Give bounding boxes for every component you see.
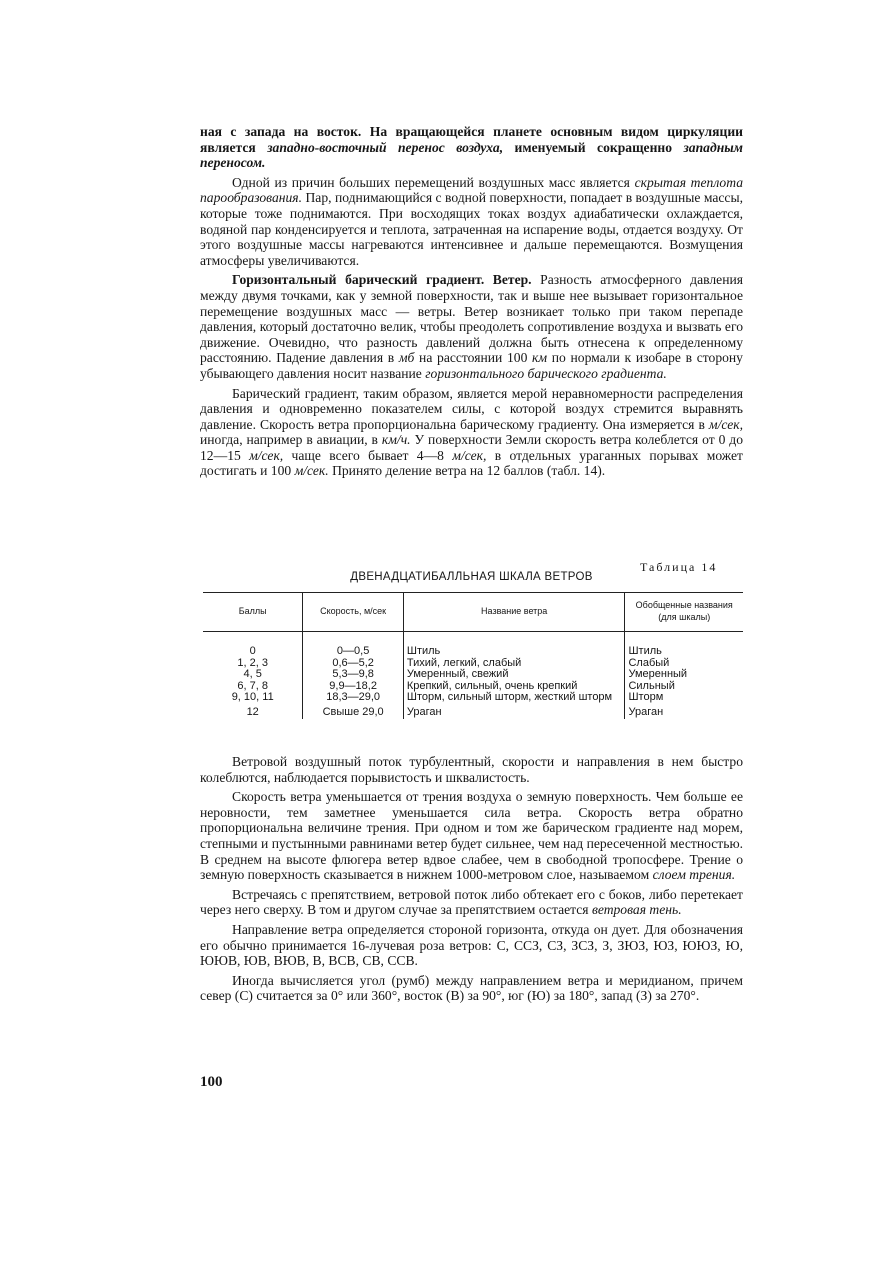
table-row [203,704,743,719]
cell-speed: 0,6—5,2 [303,658,404,670]
p7-start: Встречаясь с препятствием, ветровой поток либо обтекает его с боков, либо перетекает через него сверху. В том и другом случае за препятствием остается [200,886,743,918]
cell-general-name: Штиль [625,632,743,658]
cell-speed: Свыше 29,0 [303,704,404,719]
cell-points: 12 [246,705,259,718]
text-block-bottom [200,754,743,1008]
unit-4: м/сек, [452,447,487,463]
unit-2: км/ч. [381,432,411,448]
p4-end: Принято деление ветра на 12 баллов (табл. 14). [328,463,606,479]
cell-points: 6, 7, 8 [237,679,268,692]
paragraph-rhumb: Иногда вычисляется угол (румб) между направлением ветра и меридианом, причем север (С) считается за 0° или 360°, восток (В) за 90°, юг (Ю) за 180°, запад (З) за 270°. [200,972,743,1004]
cell-wind-name: Штиль [403,632,625,658]
p3-rest: Разность атмосферного давления между двумя точками, как у земной поверхности, так и выше нее вызывает горизонтальное перемещение воздушных масс — ветры. Ветер возникает только при таком перепаде давления, который достаточно велик, чтобы преодолеть сопротивление воздуха и вызвать его движение. Очевидно, что разность давлений должна быть отнесена к определенному расстоянию. Падение давления в [200,272,743,366]
text-block-top [200,124,743,483]
cell-points: 4, 5 [243,668,262,681]
p4-start: Барический градиент, таким образом, является мерой неравномерности распределения давления и одновременно показателем силы, с которой воздух стремится выравнять давление. Скорость ветра пропорциональна барическому градиенту. Она измеряется в [200,385,743,432]
term-western-transfer: западным переносом. [200,139,743,171]
cell-wind-name: Крепкий, сильный, очень крепкий [403,681,625,693]
paragraph-latent-heat [200,175,743,269]
cell-speed: 18,3—29,0 [303,692,404,704]
cell-speed: 9,9—18,2 [303,681,404,693]
header-general-name: Обобщенные названия (для шкалы) [625,593,743,632]
unit-1: м/сек, [708,416,743,432]
cell-general-name: Ураган [625,704,743,719]
paragraph-friction [200,789,743,883]
paragraph-direction: Направление ветра определяется стороной горизонта, откуда он дует. Для обозначения его обычно принимается 16-лучевая роза ветров: С, ССЗ, СЗ, ЗСЗ, З, ЗЮЗ, ЮЗ, ЮЮЗ, Ю, ЮЮВ, ЮВ, ВЮВ, В, ВСВ, СВ, ССВ. [200,921,743,969]
intro-mid: именуемый сокращенно [503,139,684,155]
paragraph-gradient [200,272,743,381]
cell-general-name: Слабый [625,658,743,670]
cell-wind-name: Шторм, сильный шторм, жесткий шторм [403,692,625,704]
p6-start: Скорость ветра уменьшается от трения воздуха о земную поверхность. Чем больше ее неровности, тем заметнее уменьшается сила ветра. Скорость ветра обратно пропорциональна величине трения. При одном и том же барическом градиенте над морем, степными и пустынными равнинами ветер будет сильнее, чем над пересеченной местностью. В среднем на высоте флюгера ветер вдвое слабее, чем в свободной тропосфере. Трение о земную поверхность сказывается в нижнем 1000-метровом слое, называемом [200,789,743,883]
table-row [203,632,743,658]
term-wind-shadow: ветровая тень. [591,902,682,918]
paragraph-obstacle [200,887,743,918]
paragraph-wind-speed [200,386,743,480]
table-header-row [203,593,743,632]
unit-3: м/сек, [249,447,284,463]
term-gradient: горизонтального барического градиента. [425,365,667,381]
table-title: ДВЕНАДЦАТИБАЛЛЬНАЯ ШКАЛА ВЕТРОВ [350,571,593,583]
cell-general-name: Сильный [625,681,743,693]
cell-wind-name: Ураган [403,704,625,719]
p4-mid3: чаще всего бывает 4—8 [283,447,453,463]
p4-mid2: У поверхности Земли скорость ветра колеблется от 0 до 12—15 [200,432,743,463]
paragraph-intro [200,124,743,171]
paragraph-turbulence: Ветровой воздушный поток турбулентный, скорости и направления в нем быстро колеблются, наблюдается порывистость и шквалистость. [200,754,743,785]
term-west-east-transfer: западно-восточный перенос воздуха, [267,139,504,155]
cell-points: 0 [249,645,256,657]
table-number: Таблица 14 [640,560,718,574]
p2-start: Одной из причин больших перемещений воздушных масс является [232,174,635,190]
header-points: Баллы [203,593,303,632]
header-wind-name: Название ветра [403,593,625,632]
p4-mid4: в отдельных ураганных порывах может достигать и 100 [200,447,743,479]
table-row [203,692,743,704]
section-heading: Горизонтальный барический градиент. Ветер. [232,272,532,288]
intro-start: ная с запада на восток. На вращающейся планете основным видом циркуляции является [200,124,743,155]
cell-points: 9, 10, 11 [231,691,274,704]
unit-5: м/сек. [294,463,329,479]
page-number: 100 [200,1074,223,1090]
wind-scale-table [203,592,743,719]
cell-general-name: Шторм [625,692,743,704]
cell-speed: 5,3—9,8 [303,669,404,681]
header-speed: Скорость, м/сек [303,593,404,632]
term-latent-heat: скрытая теплота парообразования. [200,174,743,206]
p2-rest: Пар, поднимающийся с водной поверхности, попадает в воздушные массы, которые тоже поднимаются. При восходящих токах воздух адиабатически охлаждается, водяной пар конденсируется и теплота, затраченная на испарение воды, отдается воздуху. От этого воздушные массы нагреваются интенсивнее и дальше перемещаются. Возмущения атмосферы увеличиваются. [200,190,743,268]
unit-km: км [532,350,548,366]
unit-mb: мб [398,350,415,366]
cell-general-name: Умеренный [625,669,743,681]
cell-wind-name: Умеренный, свежий [403,669,625,681]
cell-points: 1, 2, 3 [237,656,268,669]
p4-mid: иногда, например в авиации, в [200,432,382,448]
term-friction-layer: слоем трения. [652,867,736,883]
p3-mid2: по нормали к изобаре в сторону убывающего давления носит название [200,350,743,381]
p3-mid: на расстоянии 100 [414,350,533,366]
cell-wind-name: Тихий, легкий, слабый [403,658,625,670]
cell-speed: 0—0,5 [303,632,404,658]
